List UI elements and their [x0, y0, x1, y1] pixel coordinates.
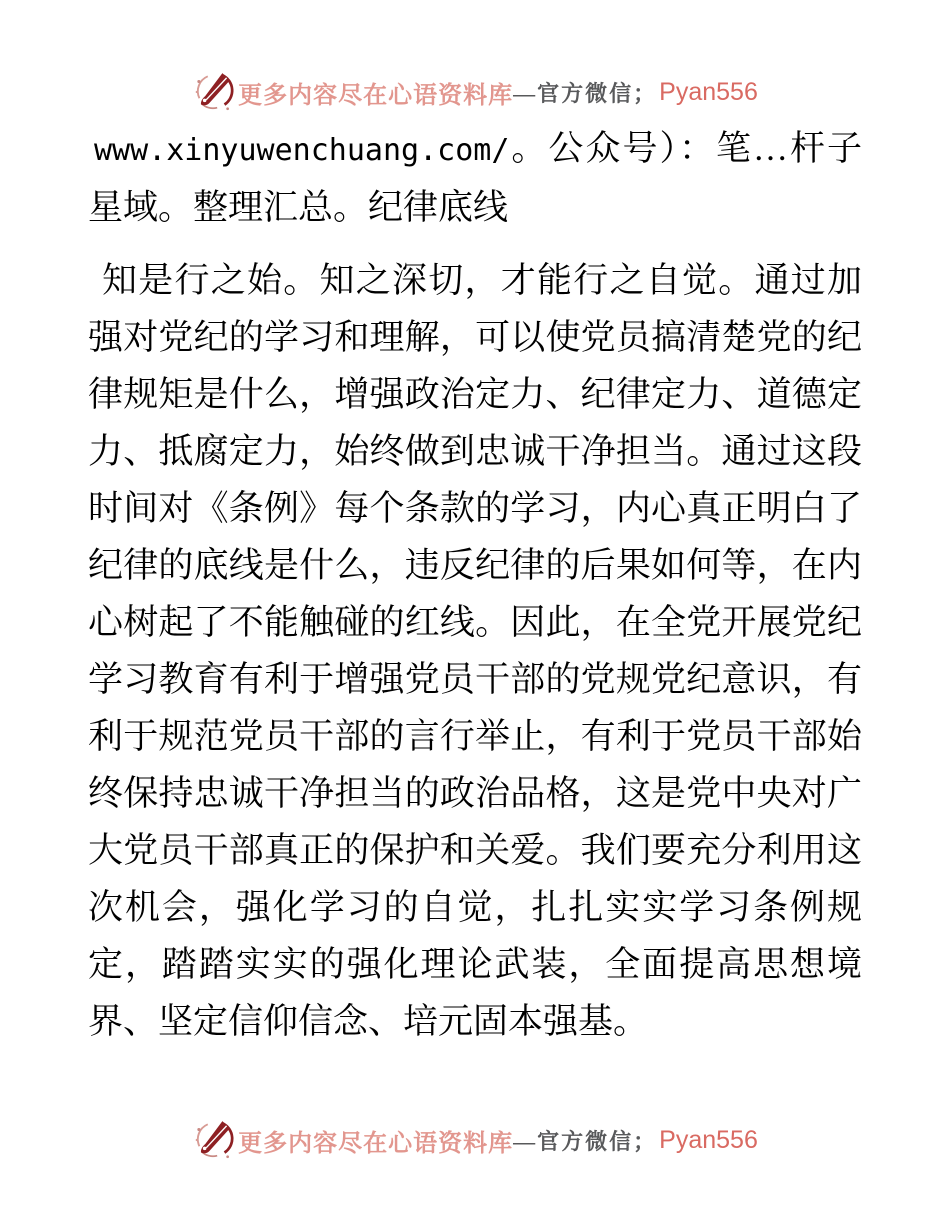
pen-nib-logo-icon [192, 69, 234, 115]
header-watermark [88, 66, 862, 118]
brand-wechat-id: Pyan556 [659, 77, 758, 106]
brand-site-text: 更多内容尽在心语资料库 [238, 1130, 514, 1157]
source-rest-text: 。公众号）：笔…杆子星域。整理汇总。纪律底线 [88, 129, 862, 227]
brand-wechat-label: —官方微信； [513, 80, 658, 106]
brand-site-text: 更多内容尽在心语资料库 [238, 82, 514, 109]
source-url-text: www.xinyuwenchuang.com/ [94, 133, 510, 168]
pen-nib-logo-icon [192, 1117, 234, 1163]
brand-wechat-label: —官方微信； [513, 1128, 658, 1154]
paragraph-source [88, 120, 862, 236]
paragraph-body: 知是行之始。知之深切，才能行之自觉。通过加强对党纪的学习和理解，可以使党员搞清楚党的纪律规矩是什么，增强政治定力、纪律定力、道德定力、抵腐定力，始终做到忠诚干净担当。通过这段时间对《条例》每个条款的学习，内心真正明白了纪律的底线是什么，违反纪律的后果如何等，在内心树起了不能触碰的红线。因此，在全党开展党纪学习教育有利于增强党员干部的党规党纪意识，有利于规范党员干部的言行举止，有利于党员干部始终保持忠诚干净担当的政治品格，这是党中央对广大党员干部真正的保护和关爱。我们要充分利用这次机会，强化学习的自觉，扎扎实实学习条例规定，踏踏实实的强化理论武装，全面提高思想境界、坚定信仰信念、培元固本强基。 [88, 261, 862, 1041]
brand-wechat-id: Pyan556 [659, 1125, 758, 1154]
footer-watermark [88, 1114, 862, 1166]
